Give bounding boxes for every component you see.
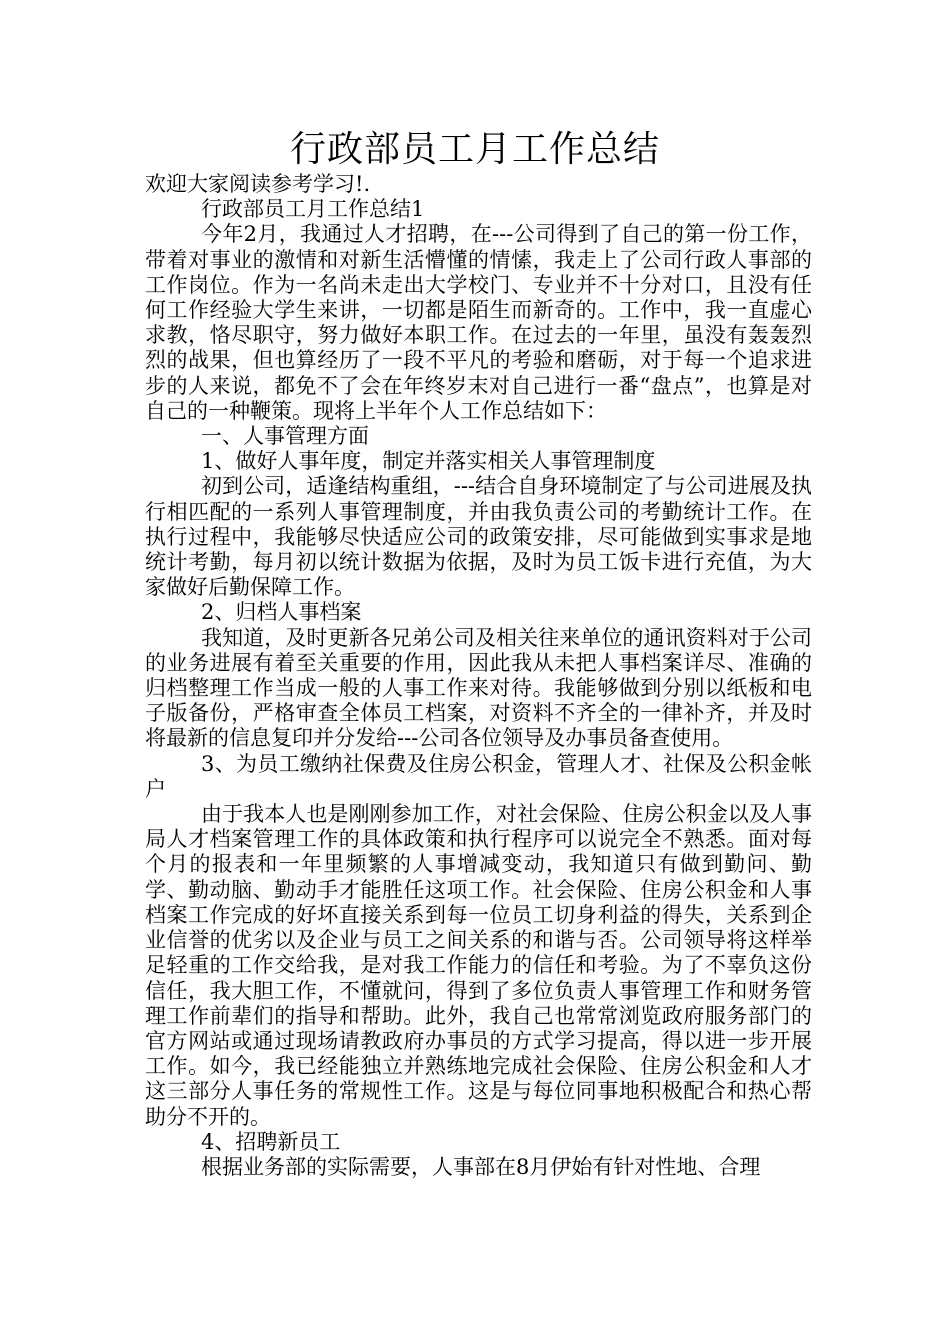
greeting-line: 欢迎大家阅读参考学习!.: [145, 172, 371, 196]
document-title: 行政部员工月工作总结: [289, 129, 660, 170]
item3-paragraph: 由于我本人也是刚刚参加工作，对社会保险、住房公积金以及人事局人才档案管理工作的具体政策和执行程序可以说完全不熟悉。面对每个月的报表和一年里频繁的人事增减变动，我知道只有做到勤问、勤学、勤动脑、勤动手才能胜任这项工作。社会保险、住房公积金和人事档案工作完成的好坏直接关系到每一位员工切身利益的得失，关系到企业信誉的优劣以及企业与员工之间关系的和谐与否。公司领导将这样举足轻重的工作交给我，是对我工作能力的信任和考验。为了不辜负这份信任，我大胆工作，不懂就问，得到了多位负责人事管理工作和财务管理工作前辈们的指导和帮助。此外，我自己也常常浏览政府服务部门的官方网站或通过现场请教政府办事员的方式学习提高，得以进一步开展工作。如今，我已经能独立并熟练地完成社会保险、住房公积金和人才这三部分人事任务的常规性工作。这是与每位同事地积极配合和热心帮助分不开的。: [145, 802, 812, 1129]
document-body: [145, 172, 812, 1180]
section1-heading: 一、人事管理方面: [201, 424, 369, 449]
intro-paragraph: 今年2月，我通过人才招聘，在---公司得到了自己的第一份工作，带着对事业的激情和对新生活懵懂的情愫，我走上了公司行政人事部的工作岗位。作为一名尚未走出大学校门、专业并不十分对口，且没有任何工作经验大学生来讲，一切都是陌生而新奇的。工作中，我一直虚心求教，恪尽职守，努力做好本职工作。在过去的一年里，虽没有轰轰烈烈的战果，但也算经历了一段不平凡的考验和磨砺，对于每一个追求进步的人来说，都免不了会在年终岁末对自己进行一番“盘点”，也算是对自己的一种鞭策。现将上半年个人工作总结如下：: [145, 222, 812, 423]
item4-heading: 4、招聘新员工: [201, 1129, 341, 1154]
subtitle-line: 行政部员工月工作总结1: [201, 197, 425, 222]
item3-heading: 3、为员工缴纳社保费及住房公积金，管理人才、社保及公积金帐户: [145, 751, 812, 801]
item2-paragraph: 我知道，及时更新各兄弟公司及相关往来单位的通讯资料对于公司的业务进展有着至关重要的作用，因此我从未把人事档案详尽、准确的归档整理工作当成一般的人事工作来对待。我能够做到分别以纸板和电子版备份，严格审查全体员工档案，对资料不齐全的一律补齐，并及时将最新的信息复印并分发给---公司各位领导及办事员备查使用。: [145, 625, 812, 751]
item1-paragraph: 初到公司，适逢结构重组，---结合自身环境制定了与公司进展及执行相匹配的一系列人事管理制度，并由我负责公司的考勤统计工作。在执行过程中，我能够尽快适应公司的政策安排，尽可能做到实事求是地统计考勤，每月初以统计数据为依据，及时为员工饭卡进行充值，为大家做好后勤保障工作。: [145, 474, 812, 600]
item4-paragraph: 根据业务部的实际需要，人事部在8月伊始有针对性地、合理: [201, 1154, 761, 1179]
item1-heading: 1、做好人事年度，制定并落实相关人事管理制度: [201, 449, 656, 474]
item2-heading: 2、归档人事档案: [201, 600, 362, 625]
